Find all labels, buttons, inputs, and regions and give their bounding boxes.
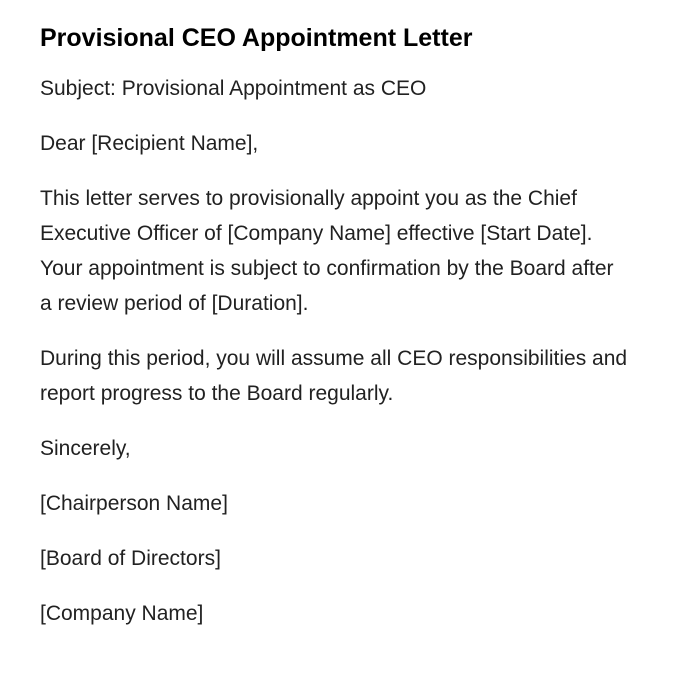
letter-title: Provisional CEO Appointment Letter xyxy=(40,24,473,52)
signature-line-board: [Board of Directors] xyxy=(40,547,221,570)
closing: Sincerely, xyxy=(40,437,131,460)
body-paragraph-1: This letter serves to provisionally appoint you as the Chief Executive Officer of [Company Name] effective [Start Date]. Your appointment is subject to confirmation by the Board after a review period of [Duration]. xyxy=(40,187,614,315)
body-paragraph-2: During this period, you will assume all CEO responsibilities and report progress to the Board regularly. xyxy=(40,347,628,405)
signature-line-chairperson: [Chairperson Name] xyxy=(40,492,228,515)
salutation: Dear [Recipient Name], xyxy=(40,132,259,155)
subject-line: Subject: Provisional Appointment as CEO xyxy=(40,77,427,100)
signature-line-company: [Company Name] xyxy=(40,602,204,625)
